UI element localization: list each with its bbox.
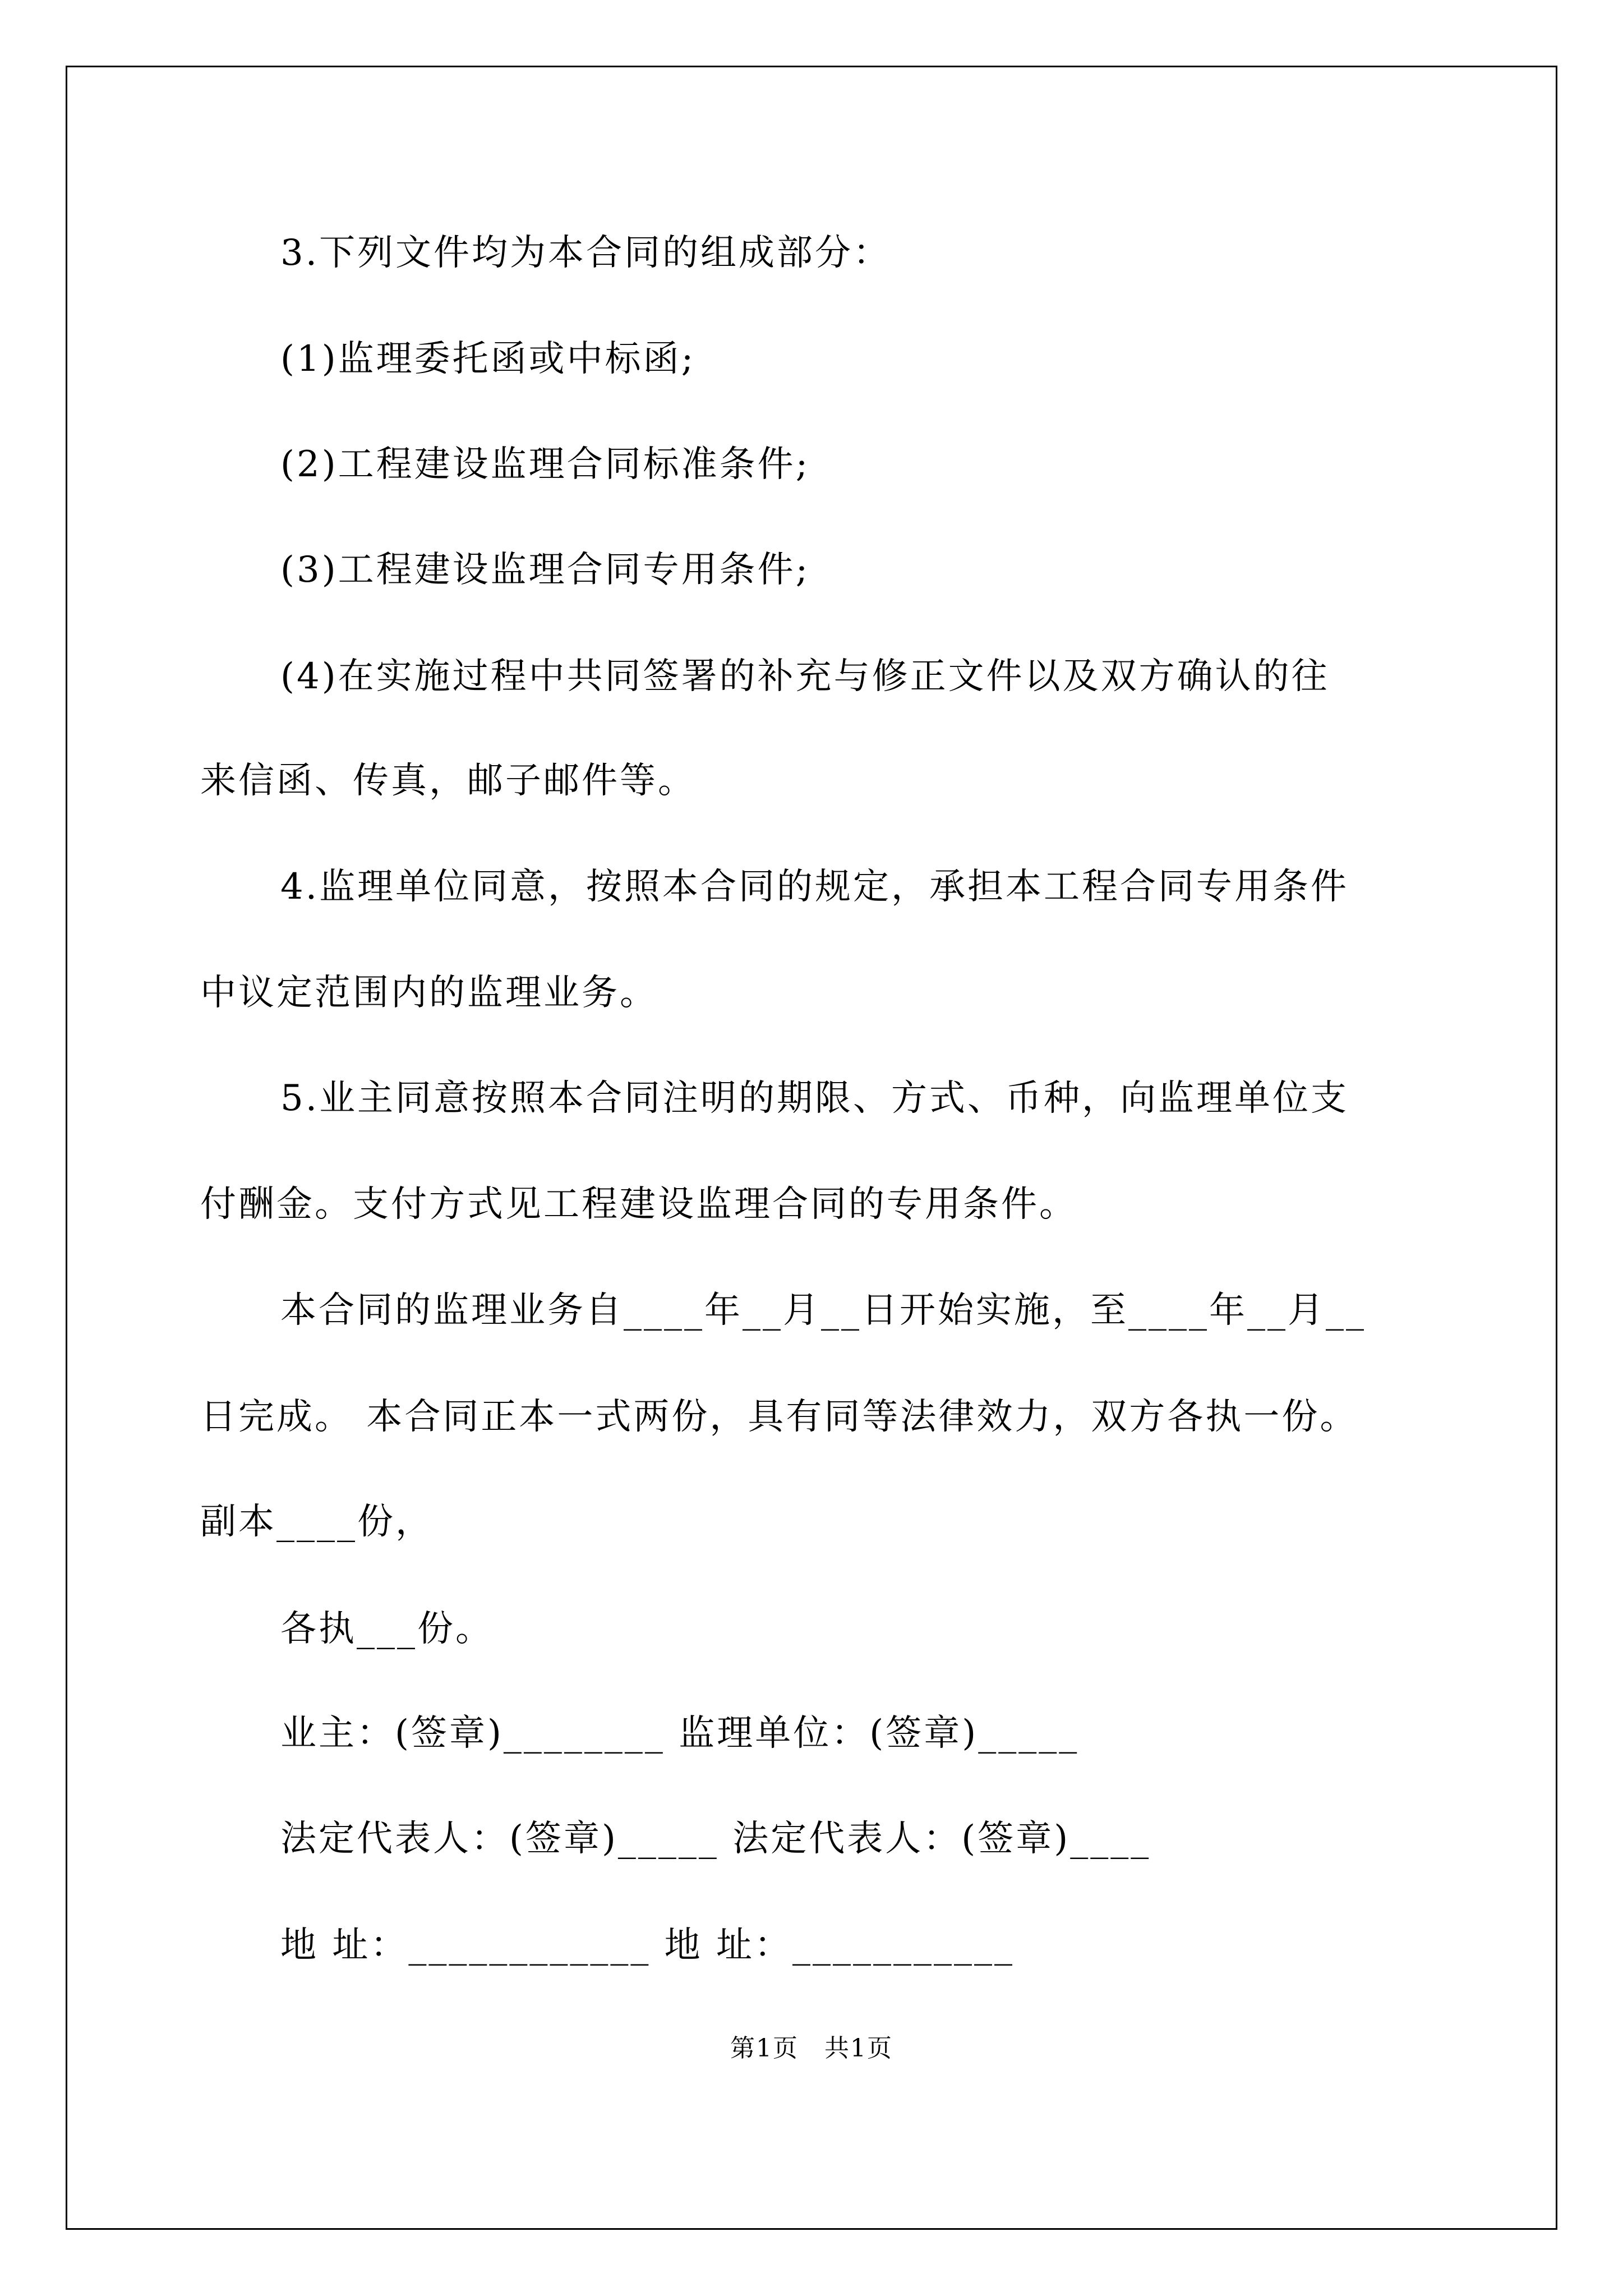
signature-owner-supervisor: 业主：(签章)________ 监理单位：(签章)_____ bbox=[280, 1713, 1080, 1754]
term-paragraph: 本合同的监理业务自____年__月__日开始实施，至____年__月__ bbox=[280, 1290, 1366, 1331]
signature-legal-reps: 法定代表人：(签章)_____ 法定代表人：(签章)____ bbox=[280, 1818, 1151, 1860]
copies-each-line: 各执___份。 bbox=[280, 1608, 494, 1650]
item-5-continued: 付酬金。支付方式见工程建设监理合同的专用条件。 bbox=[200, 1184, 1077, 1225]
list-item-4: (4)在实施过程中共同签署的补充与修正文件以及双方确认的往 bbox=[280, 656, 1330, 697]
list-item-4-continued: 来信函、传真，邮子邮件等。 bbox=[200, 760, 696, 802]
item-4-continued: 中议定范围内的监理业务。 bbox=[200, 972, 658, 1014]
item-5-paragraph: 5.业主同意按照本合同注明的期限、方式、币种，向监理单位支 bbox=[280, 1078, 1349, 1119]
list-item-3: (3)工程建设监理合同专用条件; bbox=[280, 549, 810, 591]
list-item-1: (1)监理委托函或中标函; bbox=[280, 338, 696, 380]
copies-line: 副本____份， bbox=[200, 1501, 434, 1543]
page-number-footer: 第1页 共1页 bbox=[730, 2034, 893, 2063]
item-4-paragraph: 4.监理单位同意，按照本合同的规定，承担本工程合同专用条件 bbox=[280, 866, 1349, 908]
item-3-heading: 3.下列文件均为本合同的组成部分： bbox=[280, 232, 892, 274]
page-border bbox=[66, 66, 1557, 2230]
term-continued: 日完成。 本合同正本一式两份，具有同等法律效力，双方各执一份。 bbox=[200, 1396, 1358, 1438]
address-line: 地 址：____________ 地 址：___________ bbox=[280, 1925, 1015, 1966]
list-item-2: (2)工程建设监理合同标准条件; bbox=[280, 444, 810, 485]
